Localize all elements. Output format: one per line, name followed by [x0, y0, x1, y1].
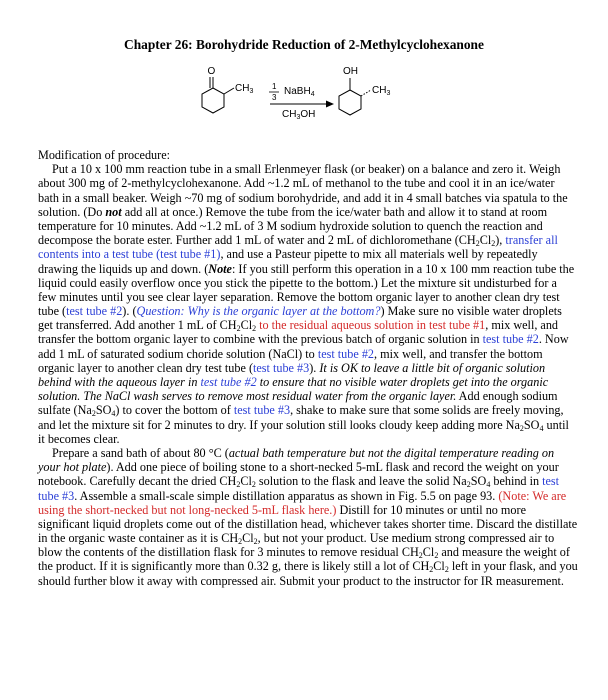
reagent-label: NaBH4	[284, 86, 315, 98]
reactant-structure	[202, 77, 234, 113]
reactant-methyl-label: CH3	[235, 83, 254, 95]
solvent-label: CH3OH	[282, 109, 316, 121]
reaction-scheme	[0, 60, 608, 160]
fraction-denominator: 3	[272, 93, 277, 102]
reactant-oxygen-label: O	[207, 66, 216, 77]
paragraph-distillation: Prepare a sand bath of about 80 °C (actual bath temperature but not the digital temperature reading on your hot plate). Add one piece of boiling stone to a short-necked 5-mL flask and record the weight on your notebook. Carefully decant the dried $CH_2Cl_2$ solution to the flask and leave the solid $Na_2SO_4$ behind in test tube #3. Assemble a small-scale simple distillation apparatus as shown in Fig. 5.5 on page 93. (Note: We are using the short-necked but not long-necked 5-mL flask here.) Distill for 10 minutes or until no more significant liquid droplets come out of the distillation head, whichever takes shorter time. Discard the distillate in the organic waste container as it is $CH_2Cl_2$, but not your product. Use medium strong compressed air to blow the contents of the distillation flask for 3 minutes to remove residual $CH_2Cl_2$ and measure the weight of the product. If it is significantly more than 0.32 g, there is likely still a lot of $CH_2Cl_2$ left in your flask, and you should further blow it away with compressed air. Submit your product to the instructor for IR measurement.	[38, 445, 578, 588]
product-methyl-label: CH3	[372, 85, 391, 97]
fraction-numerator: 1	[272, 82, 277, 91]
product-structure	[339, 78, 371, 115]
page-title: Chapter 26: Borohydride Reduction of 2-Methylcyclohexanone	[124, 37, 484, 52]
procedure-text	[38, 148, 578, 588]
reaction-arrow	[270, 101, 334, 108]
product-hydroxyl-label: OH	[343, 66, 358, 77]
paragraph-procedure: Put a 10 x 100 mm reaction tube in a small Erlenmeyer flask (or beaker) on a balance and zero it. Weigh about 300 mg of 2-methylcyclohexanone. Add ~1.2 mL of methanol to the tube and cool it in an ice/water bath in a small beaker. Weigh ~70 mg of sodium borohydride, and add it in 4 small batches via spatula to the solution. (Do not add all at once.) Remove the tube from the ice/water bath and allow it to stand at room temperature for 10 minutes. Add ~1.2 mL of 3 M sodium hydroxide solution to quench the reaction and decompose the borate ester. Further add 1 mL of water and 2 mL of dichloromethane $(CH_2Cl_2)$, transfer all contents into a test tube (test tube #1), and use a Pasteur pipette to mix all materials well by repeatedly drawing the liquids up and down. (Note: If you still perform this operation in a 10 x 100 mm reaction tube the liquid could easily overflow once you stick the pipette to the bottom.) Let the mixture sit undisturbed for a few minutes until you see clear layer separation. Remove the bottom organic layer to another clean dry test tube (test tube #2). (Question: Why is the organic layer at the bottom?) Make sure no visible water droplets get transferred. Add another 1 mL of $CH_2Cl_2$ to the residual aqueous solution in test tube #1, mix well, and transfer the bottom organic layer to combine with the previous batch of organic solution in test tube #2. Now add 1 mL of saturated sodium choride solution (NaCl) to test tube #2, mix well, and transfer the bottom organic layer to another clean dry test tube (test tube #3). It is OK to leave a little bit of organic solution behind with the aqueous layer in test tube #2 to ensure that no visible water droplets get into the organic solution. The NaCl wash serves to remove most residual water from the organic layer. Add enough sodium sulfate $(Na_2SO_4)$ to cover the bottom of test tube #3, shake to make sure that some solids are freely moving, and let the mixture sit for 2 minutes to dry. If your solution still looks cloudy keep adding more $Na_2SO_4$ until it becomes clear.	[38, 162, 575, 446]
section-label: Modification of procedure:	[38, 148, 170, 162]
